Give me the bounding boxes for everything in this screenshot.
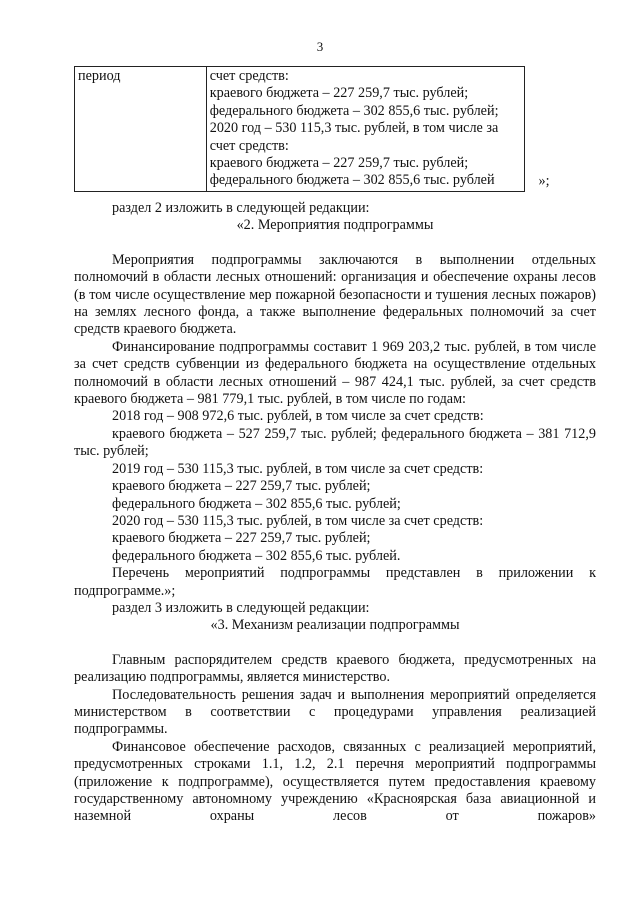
section3-instruction: раздел 3 изложить в следующей редакции: (112, 599, 370, 616)
year-2018-total: 2018 год – 908 972,6 тыс. рублей, в том числе за счет средств: (112, 408, 484, 425)
section3-paragraph-financing: Финансовое обеспечение расходов, связанных с реализацией мероприятий, предусмотренных строками 1.1, 1.2, 2.1 перечня мероприятий подпрограммы (приложение к подпрограмме), осуществляется путем предоставления краевому государственному автономному учреждению «Красноярская база авиационной и наземной охраны лесов от пожаров» (74, 738, 596, 825)
year-2019-federal: федерального бюджета – 302 855,6 тыс. рублей; (112, 495, 401, 512)
section3-paragraph-sequence: Последовательность решения задач и выполнения мероприятий определяется министерством в соответствии с процедурами управления реализацией подпрограммы. (74, 686, 596, 738)
funding-line: федерального бюджета – 302 855,6 тыс. рублей (209, 172, 495, 189)
section2-paragraph-activities: Мероприятия подпрограммы заключаются в выполнении отдельных полномочий в области лесных отношений: организация и обеспечение охраны лесов (в том числе осуществление мер пожарной безопасности и тушения лесных пожаров) на землях лесного фонда, а также выполнение федеральных полномочий за счет средств краевого бюджета. (74, 251, 596, 338)
year-2020-total: 2020 год – 530 115,3 тыс. рублей, в том числе за счет средств: (112, 512, 484, 529)
section2-paragraph-financing: Финансирование подпрограммы составит 1 969 203,2 тыс. рублей, в том числе за счет средств субвенции из федерального бюджета на осуществление отдельных полномочий в области лесных отношений – 987 424,1 тыс. рублей, за счет средств краевого бюджета – 981 779,1 тыс. рублей, в том числе по годам: (74, 338, 596, 408)
year-2019-regional: краевого бюджета – 227 259,7 тыс. рублей; (112, 478, 371, 495)
table-cell-period (75, 67, 207, 192)
funding-line: краевого бюджета – 227 259,7 тыс. рублей; (209, 85, 469, 102)
period-label: период (78, 68, 121, 84)
funding-line: 2020 год – 530 115,3 тыс. рублей, в том числе за (209, 120, 499, 137)
document-body (74, 200, 596, 826)
page-number: 3 (316, 39, 324, 54)
year-2020-federal: федерального бюджета – 302 855,6 тыс. рублей. (112, 547, 401, 564)
closing-mark: »; (538, 172, 550, 189)
year-2018-split: краевого бюджета – 527 259,7 тыс. рублей; федерального бюджета – 381 712,9 тыс. рублей; (74, 425, 596, 460)
funding-line: счет средств: (209, 68, 289, 84)
section2-instruction: раздел 2 изложить в следующей редакции: (112, 200, 370, 216)
funding-table (74, 66, 602, 192)
table-closing-quote (524, 67, 602, 192)
funding-line: федерального бюджета – 302 855,6 тыс. рублей; (209, 102, 499, 119)
activities-list-reference: Перечень мероприятий подпрограммы представлен в приложении к подпрограмме.»; (74, 565, 596, 599)
section3-paragraph-administrator: Главным распорядителем средств краевого бюджета, предусмотренных на реализацию подпрограммы, является министерство. (74, 651, 596, 686)
funding-line: краевого бюджета – 227 259,7 тыс. рублей; (209, 155, 469, 172)
funding-line: счет средств: (209, 137, 289, 154)
table-cell-funding (206, 67, 524, 192)
section2-heading: «2. Мероприятия подпрограммы (236, 217, 434, 234)
section3-heading: «3. Механизм реализации подпрограммы (210, 617, 460, 634)
year-2019-total: 2019 год – 530 115,3 тыс. рублей, в том числе за счет средств: (112, 460, 484, 477)
table-row (75, 67, 603, 192)
year-2020-regional: краевого бюджета – 227 259,7 тыс. рублей; (112, 530, 371, 547)
